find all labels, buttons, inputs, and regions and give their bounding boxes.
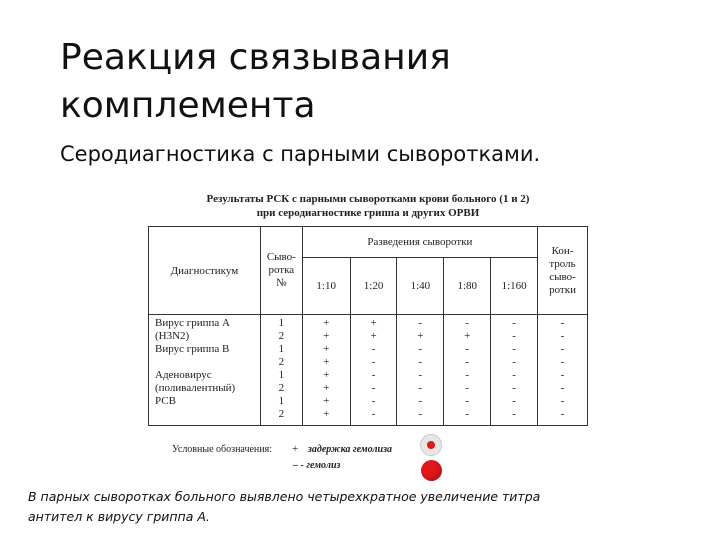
result-cell: - — [560, 330, 565, 342]
diagnosticum-line: (H3N2) — [155, 330, 190, 342]
result-cell: - — [371, 408, 376, 420]
header-serum-line-3: № — [276, 277, 287, 289]
result-cell: - — [465, 356, 470, 368]
result-cell: + — [323, 317, 330, 329]
diagnosticum-line — [155, 356, 260, 369]
result-cell: - — [418, 356, 423, 368]
dilution-1-10-column — [302, 315, 350, 426]
result-cell: + — [323, 330, 330, 342]
header-serum-number — [260, 227, 302, 315]
diagnosticum-line: (поливалентный) — [155, 382, 236, 394]
result-cell: + — [323, 343, 330, 355]
result-cell: - — [465, 317, 470, 329]
result-cell: + — [323, 356, 330, 368]
diagnosticum-line: Аденовирус — [155, 369, 212, 381]
result-cell: - — [371, 343, 376, 355]
conclusion-line-1: В парных сыворотках больного выявлено четырехкратное увеличение титра — [28, 489, 541, 504]
diagnosticum-line: Вирус гриппа А — [155, 317, 230, 329]
header-dilution-1-40: 1:40 — [397, 258, 444, 315]
result-cell: - — [418, 395, 423, 407]
result-cell: - — [512, 330, 516, 342]
result-cell: - — [465, 343, 470, 355]
result-cell: + — [323, 408, 330, 420]
table-caption-line-1: Результаты РСК с парными сыворотками крови больного (1 и 2) — [206, 193, 530, 205]
slide-title — [60, 34, 680, 130]
serum-number-column — [260, 315, 302, 426]
result-cell: + — [417, 330, 424, 342]
result-cell: - — [465, 395, 470, 407]
slide-subtitle: Серодиагностика с парными сыворотками. — [60, 142, 541, 166]
result-cell: - — [560, 343, 565, 355]
header-dilutions: Разведения сыворотки — [302, 227, 537, 258]
dilution-1-160-column — [491, 315, 538, 426]
result-cell: - — [465, 382, 470, 394]
diagnosticum-line: РСВ — [155, 395, 176, 407]
legend-label: Условные обозначения: — [172, 444, 273, 455]
result-cell: - — [371, 395, 376, 407]
result-cell: - — [465, 369, 470, 381]
result-cell: - — [560, 382, 565, 394]
header-dilution-1-80: 1:80 — [444, 258, 491, 315]
header-serum-line-2: ротка — [268, 264, 295, 276]
serum-number: 1 — [278, 343, 285, 355]
header-serum-control — [538, 227, 588, 315]
rsk-results-table — [148, 226, 588, 426]
serum-number: 1 — [278, 317, 285, 329]
result-cell: + — [370, 317, 377, 329]
serum-number: 1 — [278, 395, 285, 407]
result-cell: - — [560, 317, 565, 329]
header-control-line-1: Кон- — [551, 244, 574, 257]
held-hemolysis-dot-icon — [420, 434, 442, 456]
result-cell: - — [560, 395, 565, 407]
result-cell: - — [418, 317, 423, 329]
header-dilution-1-20: 1:20 — [350, 258, 397, 315]
conclusion-text — [28, 487, 698, 527]
result-cell: - — [560, 369, 565, 381]
result-cell: - — [512, 395, 516, 407]
result-cell: + — [464, 330, 471, 342]
serum-number: 2 — [278, 408, 285, 420]
dilution-1-20-column — [350, 315, 397, 426]
conclusion-line-2: антител к вирусу гриппа А. — [28, 509, 210, 524]
legend-plus-sign: + — [292, 443, 299, 455]
dilution-1-80-column — [444, 315, 491, 426]
header-dilution-1-10: 1:10 — [302, 258, 350, 315]
result-cell: - — [560, 408, 565, 420]
header-diagnosticum: Диагностикум — [149, 227, 261, 315]
serum-number: 1 — [278, 369, 285, 381]
hemolysis-dot-icon — [421, 460, 442, 481]
diagnosticum-column — [149, 315, 261, 426]
result-cell: - — [465, 408, 470, 420]
serum-number: 2 — [278, 330, 285, 342]
result-cell: - — [512, 408, 516, 420]
result-cell: - — [512, 382, 516, 394]
serum-control-column — [538, 315, 588, 426]
result-cell: - — [418, 369, 423, 381]
result-cell: + — [323, 395, 330, 407]
diagnosticum-line: Вирус гриппа В — [155, 343, 230, 355]
result-cell: - — [512, 343, 516, 355]
slide-title-line-2: комплемента — [60, 85, 316, 126]
result-cell: + — [370, 330, 377, 342]
serum-number: 2 — [278, 382, 285, 394]
result-cell: - — [371, 369, 376, 381]
header-serum-line-1: Сыво- — [266, 251, 296, 263]
result-cell: - — [512, 356, 516, 368]
result-cell: - — [418, 382, 423, 394]
table-caption-line-2: при серодиагностике гриппа и других ОРВИ — [256, 207, 480, 219]
header-control-line-2: троль — [549, 257, 576, 270]
result-cell: - — [371, 356, 376, 368]
result-cell: + — [323, 369, 330, 381]
result-cell: - — [418, 408, 423, 420]
header-dilution-1-160: 1:160 — [491, 258, 538, 315]
result-cell: - — [512, 317, 516, 329]
diagnosticum-line — [155, 408, 260, 421]
legend-held-hemolysis-text: задержка гемолиза — [308, 444, 392, 455]
result-cell: - — [371, 382, 376, 394]
result-cell: - — [512, 369, 516, 381]
header-control-line-4: ротки — [549, 283, 576, 296]
legend-hemolysis-text: – - гемолиз — [293, 460, 341, 471]
dilution-1-40-column — [397, 315, 444, 426]
serum-number: 2 — [278, 356, 285, 368]
header-control-line-3: сыво- — [549, 270, 576, 283]
result-cell: - — [560, 356, 565, 368]
result-cell: + — [323, 382, 330, 394]
slide-title-line-1: Реакция связывания — [60, 37, 451, 78]
result-cell: - — [418, 343, 423, 355]
